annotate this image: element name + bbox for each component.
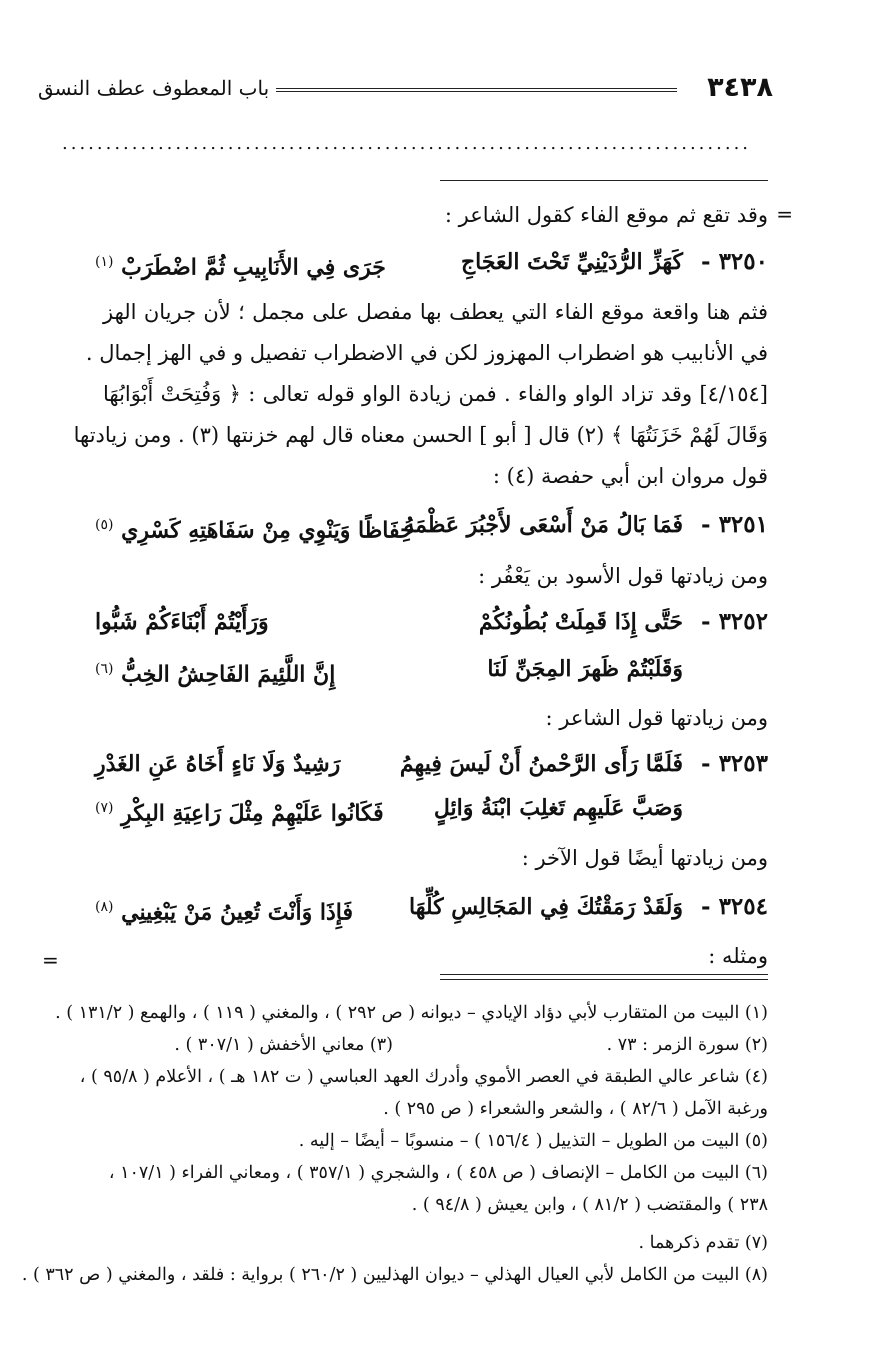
paragraph-line: فثم هنا واقعة موقع الفاء التي يعطف بها مفصل على مجمل ؛ لأن جريان الهز (103, 300, 768, 324)
footnote-4: (٤) شاعر عالي الطبقة في العصر الأموي وأدرك العهد العباسي ( ت ١٨٢ هـ ) ، الأعلام ( ٩٥/٨ ) ، (79, 1067, 768, 1087)
footnote-3: (٣) معاني الأخفش ( ٣٠٧/١ ) . (174, 1035, 393, 1055)
paragraph-line: وَقَالَ لَهُمْ خَزَنَتُهَا ﴾ (٢) قال [ أبو ] الحسن معناه قال لهم خزنتها (٣) . ومن زيادتها (73, 423, 768, 447)
footnote-ref: (٨) (95, 899, 114, 915)
verse-3251-first-hemistich: فَمَا بَالُ مَنْ أَسْعَى لأَجْبُرَ عَظْمَهُ (403, 512, 683, 538)
footnote-1: (١) البيت من المتقارب لأبي دؤاد الإيادي – ديوانه ( ص ٢٩٢ ) ، والمغني ( ١١٩ ) ، والهمع ( ١٣١/٢ ) . (55, 1003, 768, 1023)
verse-3250-second-hemistich: جَرَى فِي الأَنَابِيبِ ثُمَّ اضْطَرَبْ $^{(١)}$ (95, 254, 386, 281)
verse-number-3252: ٣٢٥٢ - (701, 608, 768, 635)
intro-line: ومن زيادتها أيضًا قول الآخر : (521, 846, 768, 870)
verse-number-3253: ٣٢٥٣ - (701, 750, 768, 777)
margin-mark-top: = (776, 202, 793, 226)
footnote-6-continued: ٢٣٨ ) والمقتضب ( ٨١/٢ ) ، وابن يعيش ( ٩٤/٨ ) . (411, 1195, 768, 1215)
verse-3250-first-hemistich: كَهَزِّ الرُّدَيْنِيِّ تَحْتَ العَجَاجِ (460, 249, 683, 275)
verse-3252-line2-first-hemistich: وَقَلَبْتُمْ ظَهرَ المِجَنِّ لَنَا (487, 656, 683, 682)
footnote-ref: (٧) (95, 800, 114, 816)
verse-number-3251: ٣٢٥١ - (701, 511, 768, 538)
verse-number-3254: ٣٢٥٤ - (701, 893, 768, 920)
paragraph-line: في الأنابيب هو اضطراب المهزوز لكن في الاضطراب تفصيل و في الهز إجمال . (85, 341, 768, 365)
verse-3254-first-hemistich: وَلَقَدْ رَمَقْتُكَ فِي المَجَالِسِ كُلِّهَا (408, 894, 683, 920)
intro-line: ومن زيادتها قول الأسود بن يَعْفُر : (478, 564, 768, 588)
footnote-7: (٧) تقدم ذكرهما . (638, 1233, 768, 1253)
footnotes-rule (440, 974, 768, 980)
verse-number-3250: ٣٢٥٠ - (701, 248, 768, 275)
header-rule (276, 88, 677, 92)
footnote-4-continued: ورغبة الآمل ( ٨٢/٦ ) ، والشعر والشعراء ( ص ٢٩٥ ) . (383, 1099, 768, 1119)
verse-3253-second-hemistich: رَشِيدٌ وَلَا نَاءٍ أَخَاهُ عَنِ الغَدْرِ (95, 751, 341, 777)
paragraph-line: قول مروان ابن أبي حفصة (٤) : (492, 464, 768, 488)
verse-3252-first-hemistich: حَتَّى إِذَا قَمِلَتْ بُطُونُكُمْ (478, 609, 683, 635)
footnote-2: (٢) سورة الزمر : ٧٣ . (606, 1035, 768, 1055)
footnote-8: (٨) البيت من الكامل لأبي العيال الهذلي – ديوان الهذليين ( ٢٦٠/٢ ) برواية : فلقد ، والمغني ( ص ٣٦٢ ) . (21, 1265, 768, 1285)
page-number: ٣٤٣٨ (707, 72, 773, 103)
footnote-ref: (١) (95, 254, 114, 270)
verse-3253-line2-first-hemistich: وَصَبَّ عَلَيهِم تَغلِبَ ابْنَةُ وَائِلٍ (433, 795, 683, 821)
paragraph-line: [٤/١٥٤] وقد تزاد الواو والفاء . فمن زيادة الواو قوله تعالى : ﴿ وَفُتِحَتْ أَبْوَابُهَا (103, 382, 768, 406)
verse-3251-second-hemistich: حِفَاظًا وَيَنْوِي مِنْ سَفَاهَتِهِ كَسْرِي $^{(٥)}$ (95, 517, 414, 544)
margin-mark-bottom: = (42, 948, 59, 972)
running-title: باب المعطوف عطف النسق (38, 76, 270, 100)
section-rule (440, 180, 768, 181)
footnote-ref: (٥) (95, 517, 114, 533)
verse-3254-second-hemistich: فَإِذَا وَأَنْتَ تُعِينُ مَنْ يَبْغِينِي $^{(٨)}$ (95, 899, 354, 926)
verse-3253-first-hemistich: فَلَمَّا رَأَى الرَّحْمنُ أَنْ لَيسَ فِيهِمُ (399, 751, 683, 777)
verse-3252-line2-second-hemistich: إِنَّ اللَّئِيمَ الفَاحِشُ الخِبُّ $^{(٦)}$ (95, 661, 336, 688)
intro-line: ومن زيادتها قول الشاعر : (545, 706, 768, 730)
footnote-5: (٥) البيت من الطويل – التذييل ( ١٥٦/٤ ) – منسوبًا – أيضًا – إليه . (298, 1131, 768, 1151)
footnote-ref: (٦) (95, 661, 114, 677)
dotted-separator: ............................................................................... (62, 134, 752, 154)
intro-line: وقد تقع ثم موقع الفاء كقول الشاعر : (444, 203, 768, 227)
page-header (38, 68, 773, 108)
footnote-6: (٦) البيت من الكامل – الإنصاف ( ص ٤٥٨ ) ، والشجري ( ٣٥٧/١ ) ، ومعاني الفراء ( ١٠٧/١ ، (108, 1163, 768, 1183)
outro-line: ومثله : (708, 944, 768, 968)
verse-3253-line2-second-hemistich: فَكَانُوا عَلَيْهِمْ مِثْلَ رَاعِيَةِ البِكْرِ $^{(٧)}$ (95, 800, 384, 827)
verse-3252-second-hemistich: وَرَأَيْتُمْ أَبْنَاءَكُمْ شَبُّوا (95, 609, 269, 635)
